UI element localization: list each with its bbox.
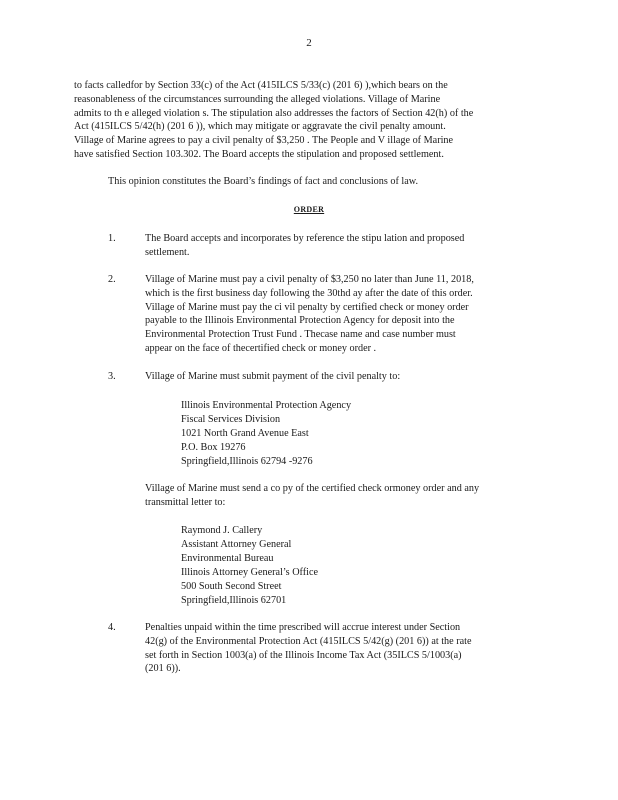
item-number: 3. <box>108 371 116 382</box>
address-line: Illinois Environmental Protection Agency <box>181 400 352 411</box>
text-line: Village of Marine agrees to pay a civil penalty of $3,250 . The People and V illage of Marine <box>74 135 454 147</box>
item-number: 4. <box>108 622 116 633</box>
item-body <box>145 621 545 676</box>
payment-address <box>181 399 351 469</box>
text-line: reasonableness of the circumstances surrounding the alleged violations. Village of Marine <box>74 93 441 105</box>
text-line: (201 6)). <box>145 663 181 675</box>
item-number: 2. <box>108 274 116 285</box>
copy-instruction-paragraph <box>145 482 545 510</box>
address-line: Fiscal Services Division <box>181 414 281 425</box>
copy-recipient-address <box>181 524 318 608</box>
text-line: Village of Marine must send a co py of the certified check ormoney order and any <box>145 483 480 494</box>
address-line: 500 South Second Street <box>181 581 282 592</box>
address-line: Raymond J. Callery <box>181 525 263 536</box>
text-line: which is the first business day following the 30thd ay after the date of this order. <box>145 287 473 299</box>
text-line: payable to the Illinois Environmental Protection Agency for deposit into the <box>145 315 455 327</box>
text-line: transmittal letter to: <box>145 496 226 508</box>
item-body <box>145 273 545 356</box>
address-line: Springfield,Illinois 62794 -9276 <box>181 456 313 467</box>
text-line: admits to th e alleged violation s. The stipulation also addresses the factors of Section 42(h) of the <box>74 107 474 119</box>
item-number: 1. <box>108 233 116 244</box>
address-line: Assistant Attorney General <box>181 539 292 550</box>
text-line: 42(g) of the Environmental Protection Act (415ILCS 5/42(g) (201 6)) at the rate <box>145 635 472 647</box>
text-line: set forth in Section 1003(a) of the Illinois Income Tax Act (35ILCS 5/1003(a) <box>145 649 462 661</box>
order-heading-text: ORDER <box>293 205 325 214</box>
address-line: P.O. Box 19276 <box>181 442 246 453</box>
text-line: Environmental Protection Trust Fund . Thecase name and case number must <box>145 329 456 341</box>
text-line: The Board accepts and incorporates by reference the stipu lation and proposed <box>145 233 465 244</box>
item-body <box>145 232 545 260</box>
address-line: Environmental Bureau <box>181 553 274 564</box>
text-line: Village of Marine must submit payment of the civil penalty to: <box>145 371 401 382</box>
intro-paragraph <box>74 79 544 162</box>
text-line: Act (415ILCS 5/42(h) (201 6 )), which may mitigate or aggravate the civil penalty amount. <box>74 121 446 133</box>
text-line: appear on the face of thecertified check or money order . <box>145 342 377 354</box>
text-line: to facts calledfor by Section 33(c) of the Act (415ILCS 5/33(c) (201 6) ),which bears on the <box>74 80 448 91</box>
address-line: 1021 North Grand Avenue East <box>181 428 309 439</box>
order-heading <box>0 205 618 214</box>
text-line: Village of Marine must pay the ci vil penalty by certified check or money order <box>145 301 469 313</box>
text-line: settlement. <box>145 246 190 258</box>
item-body <box>145 370 545 384</box>
conclusion-sentence: This opinion constitutes the Board’s findings of fact and conclusions of law. <box>108 176 419 187</box>
address-line: Springfield,Illinois 62701 <box>181 595 287 606</box>
address-line: Illinois Attorney General’s Office <box>181 567 319 578</box>
text-line: have satisfied Section 103.302. The Board accepts the stipulation and proposed settlement. <box>74 148 444 160</box>
text-line: Penalties unpaid within the time prescribed will accrue interest under Section <box>145 622 461 633</box>
page-number: 2 <box>306 37 312 49</box>
text-line: Village of Marine must pay a civil penalty of $3,250 no later than June 11, 2018, <box>145 274 474 285</box>
